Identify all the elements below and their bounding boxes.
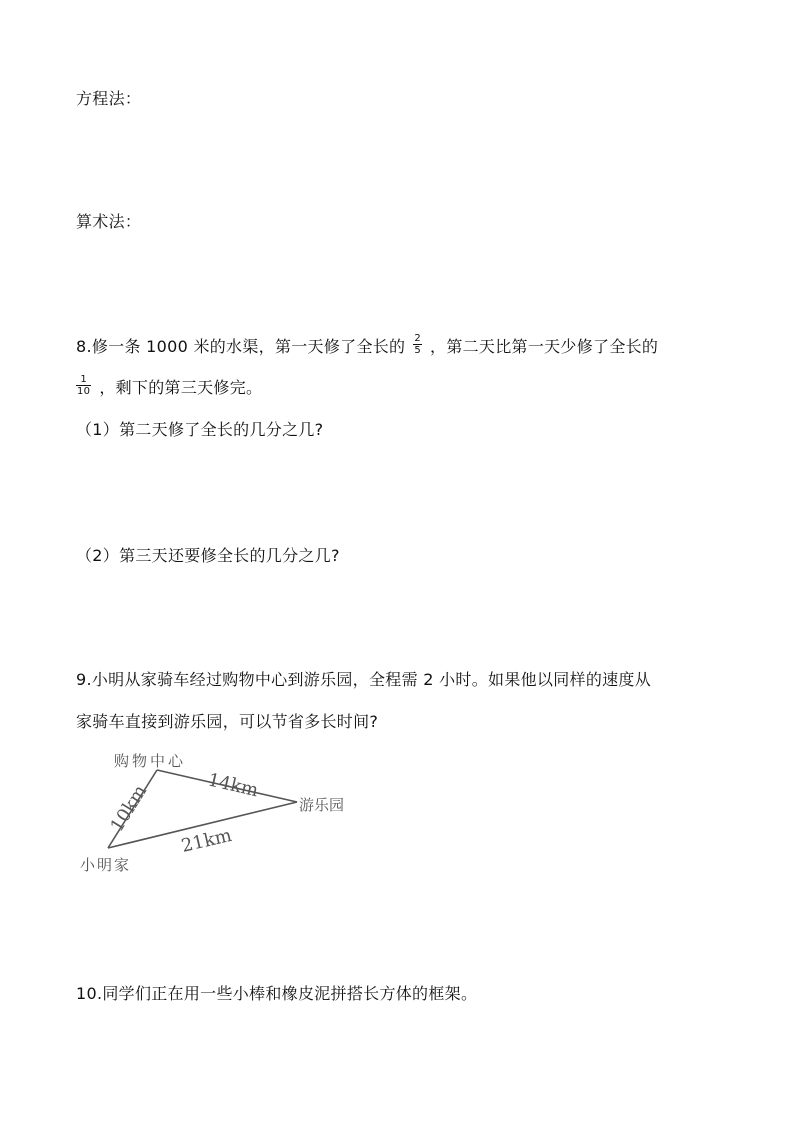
label-shopping-mall: 购物中心 (114, 752, 187, 770)
question-9-line-2: 家骑车直接到游乐园，可以节省多长时间? (76, 712, 379, 731)
question-8-line-2 (76, 374, 263, 400)
arithmetic-method-label: 算术法： (76, 212, 142, 231)
question-8-text-a: 8.修一条 1000 米的水渠，第一天修了全长的 (76, 337, 406, 356)
fraction-one-tenth (76, 374, 91, 397)
question-8-text-b: ，第二天比第一天少修了全长的 (430, 337, 659, 356)
fraction-numerator: 2 (414, 333, 422, 344)
distance-home-mall: 10km (106, 781, 152, 836)
fraction-denominator: 5 (414, 345, 422, 356)
route-triangle-diagram (70, 742, 370, 878)
distance-mall-park: 14km (205, 769, 261, 802)
question-8-subquestion-2: （2）第三天还要修全长的几分之几? (76, 546, 340, 565)
question-8-subquestion-1: （1）第二天修了全长的几分之几? (76, 420, 324, 439)
label-amusement-park: 游乐园 (299, 796, 345, 814)
fraction-denominator: 10 (77, 386, 91, 397)
equation-method-label: 方程法： (76, 89, 142, 108)
question-10-line-1: 10.同学们正在用一些小棒和橡皮泥拼搭长方体的框架。 (76, 984, 478, 1003)
fraction-two-fifths (413, 333, 422, 356)
distance-home-park: 21km (179, 824, 234, 857)
question-8-text-c: ，剩下的第三天修完。 (99, 378, 263, 397)
label-xiaoming-home: 小明家 (80, 856, 132, 874)
question-9-line-1: 9.小明从家骑车经过购物中心到游乐园，全程需 2 小时。如果他以同样的速度从 (76, 670, 652, 689)
question-8-line-1 (76, 333, 659, 359)
fraction-numerator: 1 (76, 374, 91, 386)
